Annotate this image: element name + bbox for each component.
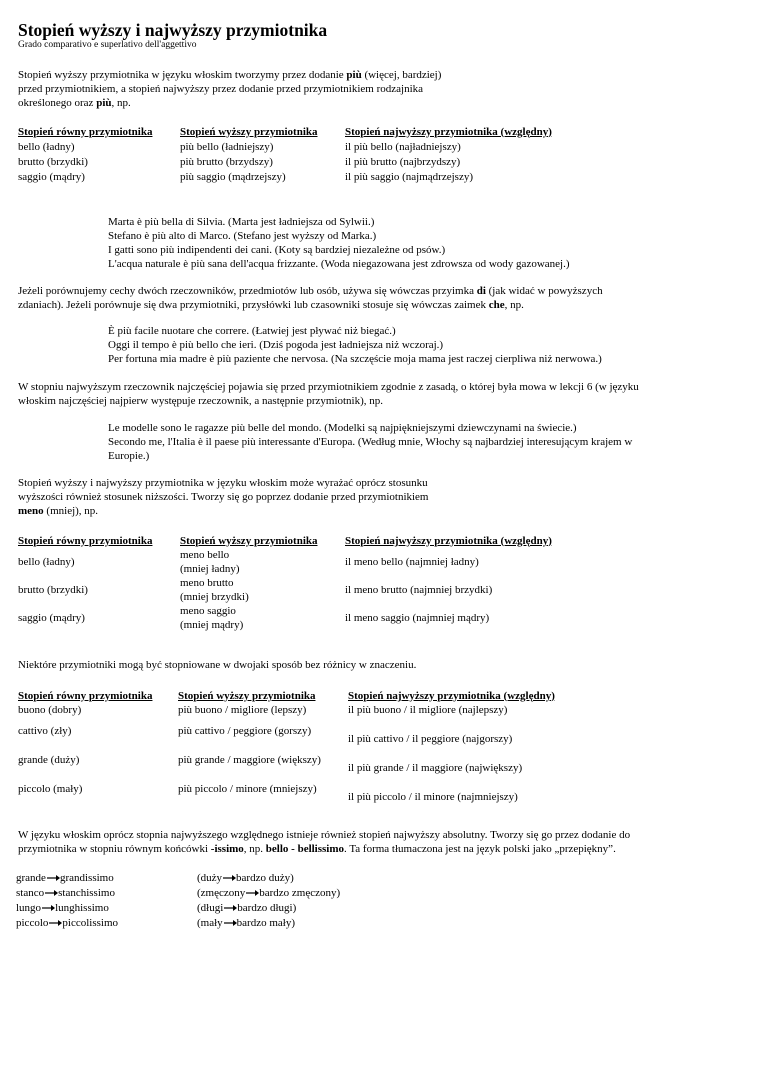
table-cell: brutto (brzydki) bbox=[18, 584, 88, 596]
paragraph-text: Stopień wyższy i najwyższy przymiotnika w języku włoskim może wyrażać oprócz stosunku bbox=[18, 477, 428, 489]
example-sentence: È più facile nuotare che correre. (Łatwiej jest pływać niż biegać.) bbox=[108, 325, 396, 337]
comparative-translation: (mniej ładny) bbox=[180, 563, 240, 575]
table-row bbox=[18, 576, 552, 604]
table-cell: più grande / maggiore (większy) bbox=[178, 754, 321, 766]
right-arrow-icon bbox=[245, 888, 259, 897]
paragraph-text: (mniej), np. bbox=[43, 505, 99, 517]
italian-superlative: piccolissimo bbox=[62, 917, 118, 929]
table-header: Stopień najwyższy przymiotnika (względny) bbox=[348, 689, 555, 702]
polish-base: (długi bbox=[197, 902, 224, 914]
table-cell: cattivo (zły) bbox=[18, 725, 72, 737]
paragraph-meno bbox=[18, 476, 743, 518]
paragraph-absolute-superlative bbox=[18, 828, 743, 856]
table-cell: il più buono / il migliore (najlepszy) bbox=[348, 704, 508, 716]
paragraph-bold: che bbox=[488, 299, 505, 311]
table-cell bbox=[180, 548, 345, 576]
polish-base: (duży bbox=[197, 872, 223, 884]
intro-text: określonego oraz bbox=[18, 97, 97, 109]
list-item bbox=[16, 871, 416, 886]
right-arrow-icon bbox=[223, 903, 237, 912]
table-header: Stopień równy przymiotnika bbox=[18, 125, 153, 138]
paragraph-text: przymiotnika w stopniu równym końcówki bbox=[18, 843, 211, 855]
right-arrow-icon bbox=[44, 888, 58, 897]
intro-paragraph bbox=[18, 68, 743, 110]
intro-text: Stopień wyższy przymiotnika w języku włoskim tworzymy przez dodanie bbox=[18, 69, 347, 81]
table-cell: bello (ładny) bbox=[18, 556, 75, 568]
list-item bbox=[16, 901, 416, 916]
italian-superlative: lunghissimo bbox=[55, 902, 109, 914]
table-row bbox=[18, 139, 552, 154]
examples-block bbox=[108, 324, 728, 366]
polish-base: (zmęczony bbox=[197, 887, 246, 899]
paragraph-text: . Ta forma tłumaczona jest na język polski jako „przepiękny”. bbox=[344, 843, 616, 855]
table-cell: il meno brutto (najmniej brzydki) bbox=[345, 584, 493, 596]
right-arrow-icon bbox=[223, 918, 237, 927]
table-cell: il più grande / il maggiore (największy) bbox=[348, 762, 523, 774]
right-arrow-icon bbox=[222, 873, 236, 882]
table-cell: il più saggio (najmądrzejszy) bbox=[345, 170, 473, 183]
italian-base: grande bbox=[16, 872, 46, 884]
example-sentence: Oggi il tempo è più bello che ieri. (Dziś pogoda jest ładniejsza niż wczoraj.) bbox=[108, 339, 444, 351]
table-cell: più buono / migliore (lepszy) bbox=[178, 704, 307, 716]
example-sentence: Marta è più bella di Silvia. (Marta jest ładniejsza od Sylwii.) bbox=[108, 216, 375, 228]
paragraph-text: włoskim najczęściej najpierw występuje rzeczownik, a następnie przymiotnik), np. bbox=[18, 395, 384, 407]
table-cell: il più cattivo / il peggiore (najgorszy) bbox=[348, 733, 513, 745]
paragraph-bold: meno bbox=[18, 505, 44, 517]
intro-text: przed przymiotnikiem, a stopień najwyższy przez dodanie przed przymiotnikiem rodzajnika bbox=[18, 83, 424, 95]
polish-superlative: bardzo długi) bbox=[237, 902, 297, 914]
table-cell: più piccolo / minore (mniejszy) bbox=[178, 783, 317, 795]
examples-block bbox=[108, 215, 728, 271]
comparative-line: meno bello bbox=[180, 549, 230, 561]
table-header: Stopień wyższy przymiotnika bbox=[180, 534, 318, 547]
table-cell: brutto (brzydki) bbox=[18, 155, 88, 168]
example-sentence: Stefano è più alto di Marco. (Stefano jest wyższy od Marka.) bbox=[108, 230, 377, 242]
italian-superlative: stanchissimo bbox=[58, 887, 115, 899]
paragraph-text: zdaniach). Jeżeli porównuje się dwa przymiotniki, przysłówki lub czasowniki stosuje się wówczas zaimek bbox=[18, 299, 489, 311]
table-cell: il meno saggio (najmniej mądry) bbox=[345, 612, 490, 624]
paragraph-bold: -issimo bbox=[210, 843, 244, 855]
comparative-translation: (mniej brzydki) bbox=[180, 591, 249, 603]
page-subtitle: Grado comparativo e superlativo dell'aggettivo bbox=[18, 40, 197, 50]
table-cell: saggio (mądry) bbox=[18, 170, 85, 183]
table-cell: il più piccolo / il minore (najmniejszy) bbox=[348, 791, 518, 803]
paragraph-text: wyższości również stosunek niższości. Tworzy się go poprzez dodanie przed przymiotnikiem bbox=[18, 491, 429, 503]
comparative-line: meno saggio bbox=[180, 605, 236, 617]
italian-base: piccolo bbox=[16, 917, 49, 929]
table-cell: grande (duży) bbox=[18, 754, 80, 766]
comparative-line: meno brutto bbox=[180, 577, 234, 589]
paragraph-text: , np. bbox=[504, 299, 524, 311]
paragraph-text: , np. bbox=[243, 843, 266, 855]
right-arrow-icon bbox=[41, 903, 55, 912]
polish-superlative: bardzo duży) bbox=[236, 872, 294, 884]
intro-bold: più bbox=[96, 97, 112, 109]
table-cell: più saggio (mądrzejszy) bbox=[180, 170, 286, 183]
paragraph-di-che bbox=[18, 284, 743, 312]
right-arrow-icon bbox=[46, 873, 60, 882]
table-cell: più cattivo / peggiore (gorszy) bbox=[178, 725, 312, 737]
paragraph-text: (jak widać w powyższych bbox=[485, 285, 603, 297]
example-sentence: I gatti sono più indipendenti dei cani. (Koty są bardziej niezależne od psów.) bbox=[108, 244, 446, 256]
italian-base: lungo bbox=[16, 902, 42, 914]
paragraph-bold: bello - bellissimo bbox=[265, 843, 345, 855]
paragraph-text: Jeżeli porównujemy cechy dwóch rzeczowników, przedmiotów lub osób, używa się wówczas przyimka bbox=[18, 285, 477, 297]
table-header: Stopień wyższy przymiotnika bbox=[178, 689, 316, 702]
example-sentence: Per fortuna mia madre è più paziente che nervosa. (Na szczęście moja mama jest raczej cierpliwa niż nerwowa.) bbox=[108, 353, 602, 365]
example-sentence: L'acqua naturale è più sana dell'acqua frizzante. (Woda niegazowana jest zdrowsza od wody gazowanej.) bbox=[108, 258, 570, 270]
example-sentence: Le modelle sono le ragazze più belle del mondo. (Modelki są najpiękniejszymi dziewczynami na świecie.) bbox=[108, 422, 577, 434]
table-header: Stopień wyższy przymiotnika bbox=[180, 125, 318, 138]
table-row bbox=[18, 548, 552, 576]
italian-superlative: grandissimo bbox=[59, 872, 114, 884]
table-header: Stopień równy przymiotnika bbox=[18, 689, 153, 702]
comparison-table-irregular bbox=[18, 688, 555, 811]
example-sentence: Secondo me, l'Italia è il paese più interessante d'Europa. (Według mnie, Włochy są najbardziej interesującym krajem w bbox=[108, 436, 633, 448]
table-row bbox=[18, 604, 552, 632]
table-header: Stopień najwyższy przymiotnika (względny) bbox=[345, 125, 552, 138]
polish-superlative: bardzo zmęczony) bbox=[259, 887, 341, 899]
table-row bbox=[18, 169, 552, 184]
polish-superlative: bardzo mały) bbox=[236, 917, 296, 929]
intro-bold: più bbox=[346, 69, 362, 81]
table-cell: il più brutto (najbrzydszy) bbox=[345, 155, 461, 168]
table-cell bbox=[180, 576, 345, 604]
list-item bbox=[16, 916, 416, 931]
table-cell: buono (dobry) bbox=[18, 704, 82, 716]
table-row bbox=[18, 753, 555, 782]
table-header: Stopień najwyższy przymiotnika (względny) bbox=[345, 534, 552, 547]
table-cell: saggio (mądry) bbox=[18, 612, 85, 624]
table-cell: bello (ładny) bbox=[18, 140, 75, 153]
list-item bbox=[16, 886, 416, 901]
table-cell: il più bello (najładniejszy) bbox=[345, 140, 461, 153]
page-title: Stopień wyższy i najwyższy przymiotnika bbox=[18, 20, 328, 40]
table-cell: piccolo (mały) bbox=[18, 783, 83, 795]
examples-block bbox=[108, 421, 708, 463]
table-row bbox=[18, 154, 552, 169]
intro-text: (więcej, bardziej) bbox=[361, 69, 442, 81]
italian-base: stanco bbox=[16, 887, 45, 899]
example-sentence: Europie.) bbox=[108, 450, 150, 462]
paragraph-text: W stopniu najwyższym rzeczownik najczęściej pojawia się przed przymiotnikiem zgodnie z zasadą, o której była mowa w lekcji 6 (w języku bbox=[18, 381, 639, 393]
table-cell: più bello (ładniejszy) bbox=[180, 140, 274, 153]
paragraph-word-order bbox=[18, 380, 743, 408]
table-cell: il meno bello (najmniej ładny) bbox=[345, 556, 479, 568]
absolute-superlative-list bbox=[16, 871, 416, 931]
paragraph-text: W języku włoskim oprócz stopnia najwyższego względnego istnieje również stopień najwyższy absolutny. Tworzy się go przez dodanie do bbox=[18, 829, 631, 841]
paragraph-bold: di bbox=[476, 285, 486, 297]
comparison-table-inferiority bbox=[18, 533, 552, 632]
table-row bbox=[18, 782, 555, 811]
comparison-table-superiority bbox=[18, 124, 552, 184]
table-header: Stopień równy przymiotnika bbox=[18, 534, 153, 547]
intro-text: , np. bbox=[111, 97, 131, 109]
table-cell bbox=[180, 604, 345, 632]
table-row bbox=[18, 724, 555, 753]
table-row bbox=[18, 703, 555, 724]
comparative-translation: (mniej mądry) bbox=[180, 619, 244, 631]
polish-base: (mały bbox=[197, 917, 223, 929]
right-arrow-icon bbox=[48, 918, 62, 927]
table-cell: più brutto (brzydszy) bbox=[180, 155, 273, 168]
paragraph-irregular: Niektóre przymiotniki mogą być stopniowane w dwojaki sposób bez różnicy w znaczeniu. bbox=[18, 659, 417, 671]
